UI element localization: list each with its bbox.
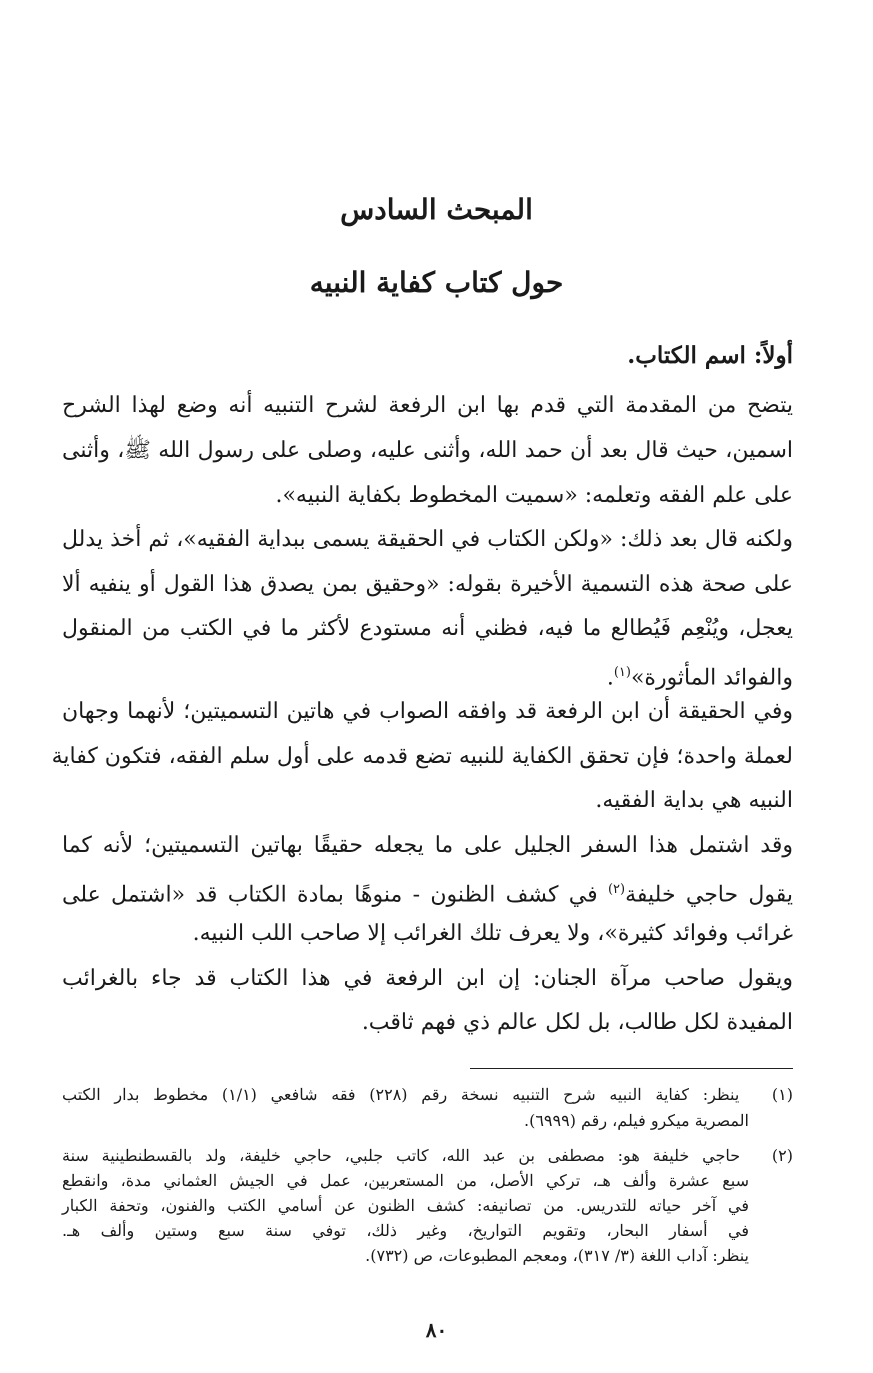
footnote-text: حاجي خليفة هو: مصطفى بن عبد الله، كاتب جلبي، حاجي خليفة، ولد بالقسطنطينية سنة [62, 1146, 741, 1165]
body-line: والفوائد المأثورة»$^{(١)}$. [606, 665, 793, 691]
body-line-text: يقول حاجي خليفة [625, 882, 793, 908]
footnote-1 [62, 1082, 793, 1107]
body-line: النبيه هي بداية الفقيه. [595, 788, 793, 813]
body-line: اسمين، حيث قال بعد أن حمد الله، وأثنى عليه، وصلى على رسول الله ﷺ، وأثنى [62, 438, 793, 463]
body-line [62, 870, 793, 915]
body-line-text: في كشف الظنون - منوهًا بمادة الكتاب قد «اشتمل على [62, 882, 608, 908]
footnote-line: سبع عشرة وألف هـ، تركي الأصل، من المستعربين، عمل في الجيش العثماني مدة، وانقطع [62, 1171, 749, 1190]
footnote-divider [470, 1068, 793, 1069]
footnote-ref: (١) [613, 665, 631, 680]
page-number: ٨٠ [425, 1318, 448, 1342]
body-line: يعجل، ويُنْعِم فَيُطالع ما فيه، فظني أنه مستودع لأكثر ما في الكتب من المنقول [62, 616, 793, 641]
footnote-number: (٢) [771, 1146, 793, 1165]
footnote-text: ينظر: كفاية النبيه شرح التنبيه نسخة رقم (٢٢٨) فقه شافعي (١/١) مخطوط بدار الكتب [62, 1085, 740, 1104]
body-line: المفيدة لكل طالب، بل لكل عالم ذي فهم ثاقب. [361, 1010, 793, 1035]
footnote-line: في أسفار البحار، وتقويم التواريخ، وغير ذلك، توفي سنة سبع وستين وألف هـ. [62, 1221, 749, 1240]
body-line: يتضح من المقدمة التي قدم بها ابن الرفعة لشرح التنبيه أنه وضع لهذا الشرح [62, 393, 793, 418]
body-line: وقد اشتمل هذا السفر الجليل على ما يجعله حقيقًا بهاتين التسميتين؛ لأنه كما [62, 833, 793, 858]
body-line: لعملة واحدة؛ فإن تحقق الكفاية للنبيه تضع قدمه على أول سلم الفقه، فتكون كفاية [51, 744, 793, 769]
footnote-line: المصرية ميكرو فيلم، رقم (٦٩٩٩). [524, 1111, 749, 1130]
subheading-book-name: أولاً: اسم الكتاب. [627, 342, 793, 369]
footnote-line: ينظر: آداب اللغة (٣/ ٣١٧)، ومعجم المطبوعات، ص (٧٣٢). [365, 1246, 749, 1265]
footnote-number: (١) [771, 1085, 794, 1104]
section-subtitle: حول كتاب كفاية النبيه [309, 266, 564, 299]
body-line: وفي الحقيقة أن ابن الرفعة قد وافقه الصواب في هاتين التسميتين؛ لأنهما وجهان [62, 699, 793, 724]
body-line: على صحة هذه التسمية الأخيرة بقوله: «وحقيق بمن يصدق هذا القول أو ينفيه ألا [62, 572, 793, 597]
body-line: ولكنه قال بعد ذلك: «ولكن الكتاب في الحقيقة يسمى ببداية الفقيه»، ثم أخذ يدلل [62, 527, 793, 552]
footnote-ref: (٢) [607, 882, 626, 897]
footnote-2 [62, 1143, 793, 1168]
section-title: المبحث السادس [340, 193, 533, 226]
body-line: على علم الفقه وتعلمه: «سميت المخطوط بكفاية النبيه». [275, 483, 793, 508]
body-line: غرائب وفوائد كثيرة»، ولا يعرف تلك الغرائب إلا صاحب اللب النبيه. [192, 921, 793, 946]
body-line-text: والفوائد المأثورة» [630, 665, 793, 691]
footnote-line: في آخر حياته للتدريس. من تصانيفه: كشف الظنون عن أسامي الكتب والفنون، وتحفة الكبار [62, 1196, 749, 1215]
body-line: ويقول صاحب مرآة الجنان: إن ابن الرفعة في هذا الكتاب قد جاء بالغرائب [62, 966, 793, 991]
